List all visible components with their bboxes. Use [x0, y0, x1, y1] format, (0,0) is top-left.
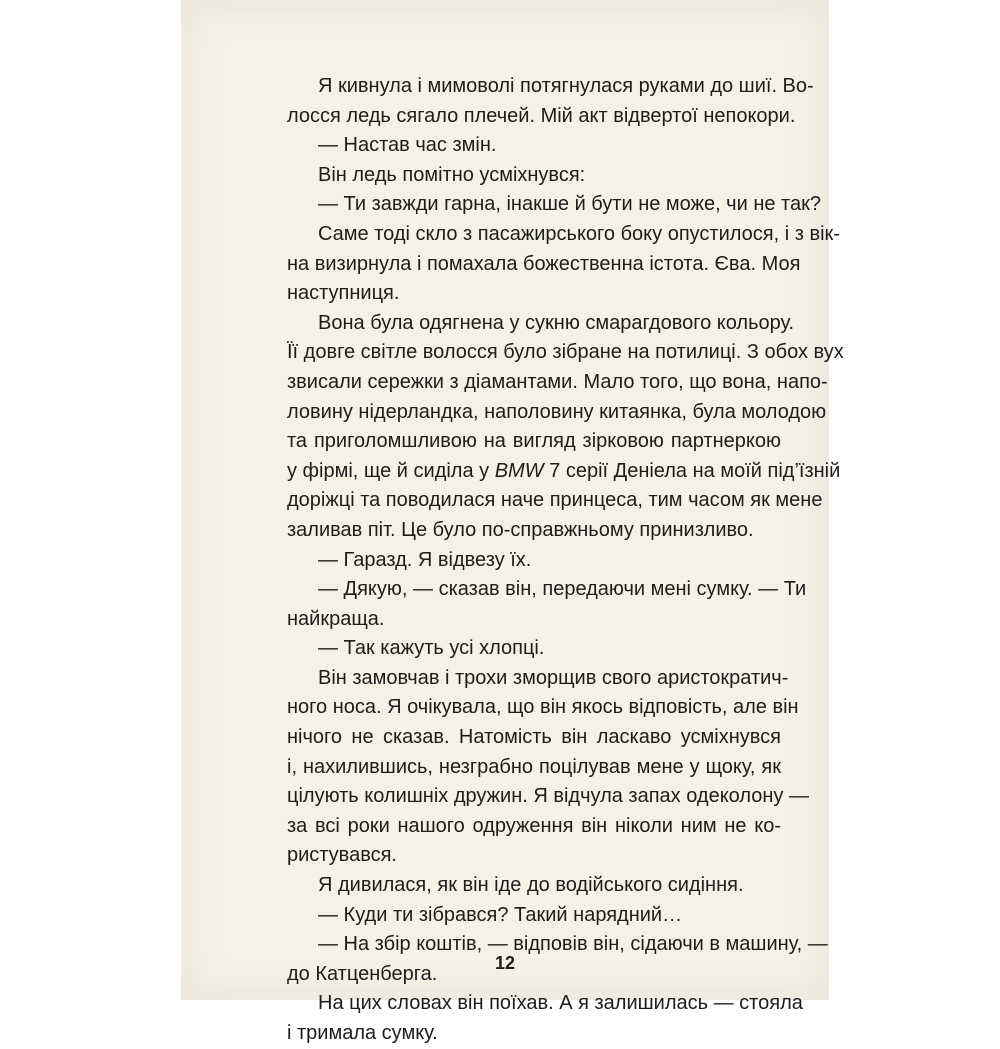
text-line: На цих словах він поїхав. А я залишилась — стояла: [318, 992, 803, 1015]
text-line: — Гаразд. Я відвезу їх.: [318, 548, 532, 571]
text-line: Вона була одягнена у сукню смарагдового кольору.: [318, 311, 795, 334]
text-line: — Куди ти зібрався? Такий нарядний…: [318, 903, 683, 926]
text-line: заливав піт. Це було по-справжньому принизливо.: [287, 518, 754, 541]
text-line: нічого не сказав. Натомість він ласкаво усміхнувся: [287, 726, 781, 749]
text-line: та приголомшливою на вигляд зірковою партнеркою: [287, 430, 781, 453]
text-line: лосся ледь сягало плечей. Мій акт відвертої непокори.: [287, 104, 796, 127]
text-line: — Ти завжди гарна, інакше й бути не може, чи не так?: [318, 193, 821, 216]
text-line: Він замовчав і трохи зморщив свого аристократич-: [318, 666, 789, 689]
text-line: за всі роки нашого одруження він ніколи ним не ко-: [287, 814, 781, 837]
text-line: доріжці та поводилася наче принцеса, тим часом як мене: [287, 489, 823, 512]
text-line: Я кивнула і мимоволі потягнулася руками до шиї. Во-: [318, 75, 814, 97]
text-line: Її довге світле волосся було зібране на потилиці. З обох вух: [287, 341, 844, 364]
text-line: Він ледь помітно усміхнувся:: [318, 163, 586, 186]
text-line: і тримала сумку.: [287, 1022, 438, 1044]
text-line: до Катценберга.: [287, 962, 438, 985]
text-line: і, нахилившись, незграбно поцілував мене у щоку, як: [287, 755, 781, 778]
text-line: ристувався.: [287, 844, 397, 867]
text-line: — Настав час змін.: [318, 134, 497, 157]
text-line: у фірмі, ще й сиділа у BMW 7 серії Деніела на моїй під’їзній: [287, 459, 841, 482]
text-line: цілують колишніх дружин. Я відчула запах одеколону —: [287, 785, 809, 808]
text-line: — На збір коштів, — відповів він, сідаючи в машину, —: [318, 933, 828, 956]
text-line: ного носа. Я очікувала, що він якось відповість, але він: [287, 696, 799, 719]
text-line: найкраща.: [287, 607, 385, 630]
text-line: — Так кажуть усі хлопці.: [318, 637, 545, 660]
book-page: [181, 0, 844, 1044]
text-line: Я дивилася, як він іде до водійського сидіння.: [318, 874, 744, 897]
text-line: звисали сережки з діамантами. Мало того, що вона, напо-: [287, 370, 828, 393]
text-line: наступниця.: [287, 282, 400, 305]
text-line: Саме тоді скло з пасажирського боку опустилося, і з вік-: [318, 222, 840, 245]
text-line: ловину нідерландка, наполовину китаянка, була молодою: [287, 400, 827, 423]
text-line: на визирнула і помахала божественна істота. Єва. Моя: [287, 252, 801, 275]
page-number: 12: [494, 953, 516, 973]
body-text: [287, 72, 844, 1049]
text-line: — Дякую, — сказав він, передаючи мені сумку. — Ти: [318, 578, 807, 601]
